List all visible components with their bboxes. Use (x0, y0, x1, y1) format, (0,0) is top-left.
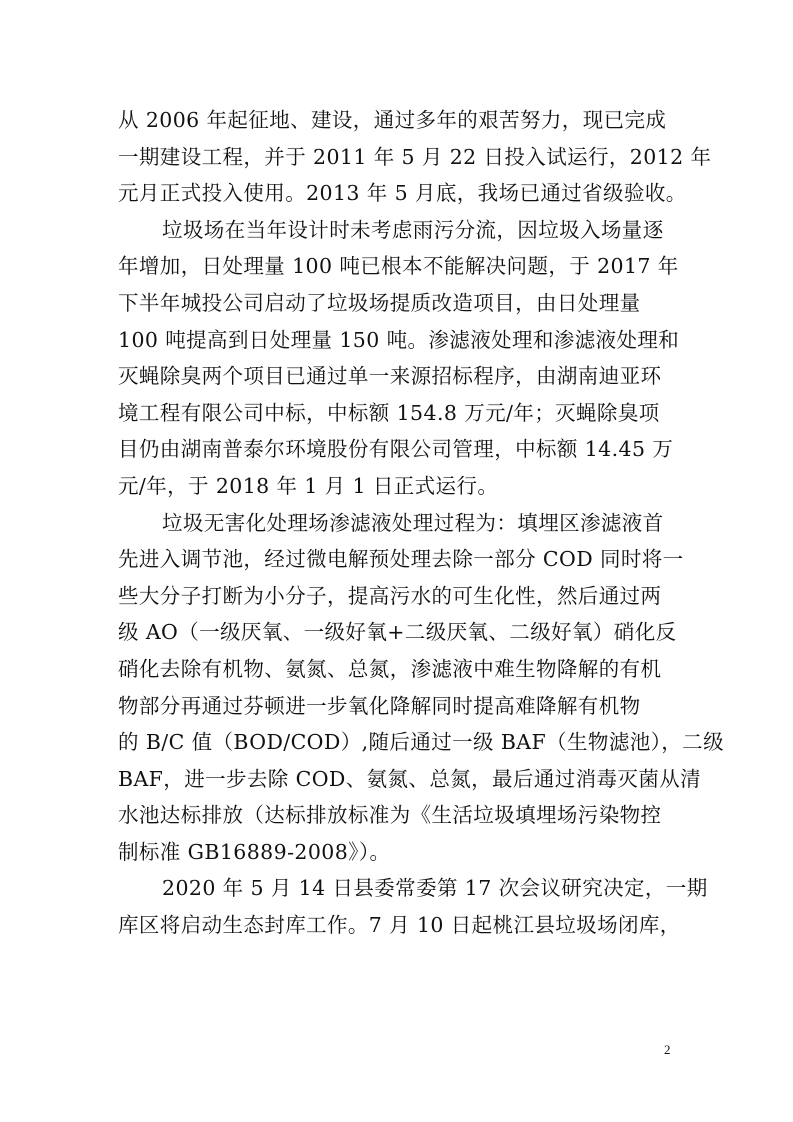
text-line: 2020 年 5 月 14 日县委常委第 17 次会议研究决定，一期 (162, 876, 708, 901)
text-line: 先进入调节池，经过微电解预处理去除一部分 COD 同时将一 (118, 547, 684, 572)
text-line: 境工程有限公司中标，中标额 154.8 万元/年；灭蝇除臭项 (118, 400, 660, 425)
text-line: BAF，进一步去除 COD、氨氮、总氮，最后通过消毒灭菌从清 (118, 766, 702, 791)
text-line: 下半年城投公司启动了垃圾场提质改造项目，由日处理量 (118, 290, 641, 315)
text-line: 硝化去除有机物、氨氮、总氮，渗滤液中难生物降解的有机 (118, 656, 662, 681)
text-line: 级 AO（一级厌氧、一级好氧+二级厌氧、二级好氧）硝化反 (118, 620, 677, 645)
text-line: 些大分子打断为小分子，提高污水的可生化性，然后通过两 (118, 583, 662, 608)
text-line: 元月正式投入使用。2013 年 5 月底，我场已通过省级验收。 (118, 181, 687, 206)
text-line: 一期建设工程，并于 2011 年 5 月 22 日投入试运行，2012 年 (118, 144, 712, 169)
text-line: 100 吨提高到日处理量 150 吨。渗滤液处理和渗滤液处理和 (118, 327, 680, 352)
body-text (118, 102, 724, 944)
page-number: 2 (664, 1042, 671, 1057)
text-line: 库区将启动生态封库工作。7 月 10 日起桃江县垃圾场闭库， (118, 913, 681, 938)
text-line: 的 B/C 值（BOD/COD）,随后通过一级 BAF（生物滤池），二级 (118, 730, 724, 755)
text-line: 灭蝇除臭两个项目已通过单一来源招标程序，由湖南迪亚环 (118, 364, 662, 389)
text-line: 垃圾场在当年设计时未考虑雨污分流，因垃圾入场量逐 (162, 217, 664, 242)
text-line: 从 2006 年起征地、建设，通过多年的艰苦努力，现已完成 (118, 108, 667, 132)
text-line: 年增加，日处理量 100 吨已根本不能解决问题，于 2017 年 (118, 254, 679, 279)
text-line: 制标准 GB16889-2008》）。 (118, 839, 391, 864)
text-line: 物部分再通过芬顿进一步氧化降解同时提高难降解有机物 (118, 693, 641, 718)
text-line: 水池达标排放（达标排放标准为《生活垃圾填埋场污染物控 (118, 803, 662, 828)
text-line: 元/年，于 2018 年 1 月 1 日正式运行。 (118, 473, 499, 498)
text-line: 垃圾无害化处理场渗滤液处理过程为：填埋区渗滤液首 (162, 510, 664, 535)
text-line: 目仍由湖南普泰尔环境股份有限公司管理，中标额 14.45 万 (118, 437, 674, 462)
